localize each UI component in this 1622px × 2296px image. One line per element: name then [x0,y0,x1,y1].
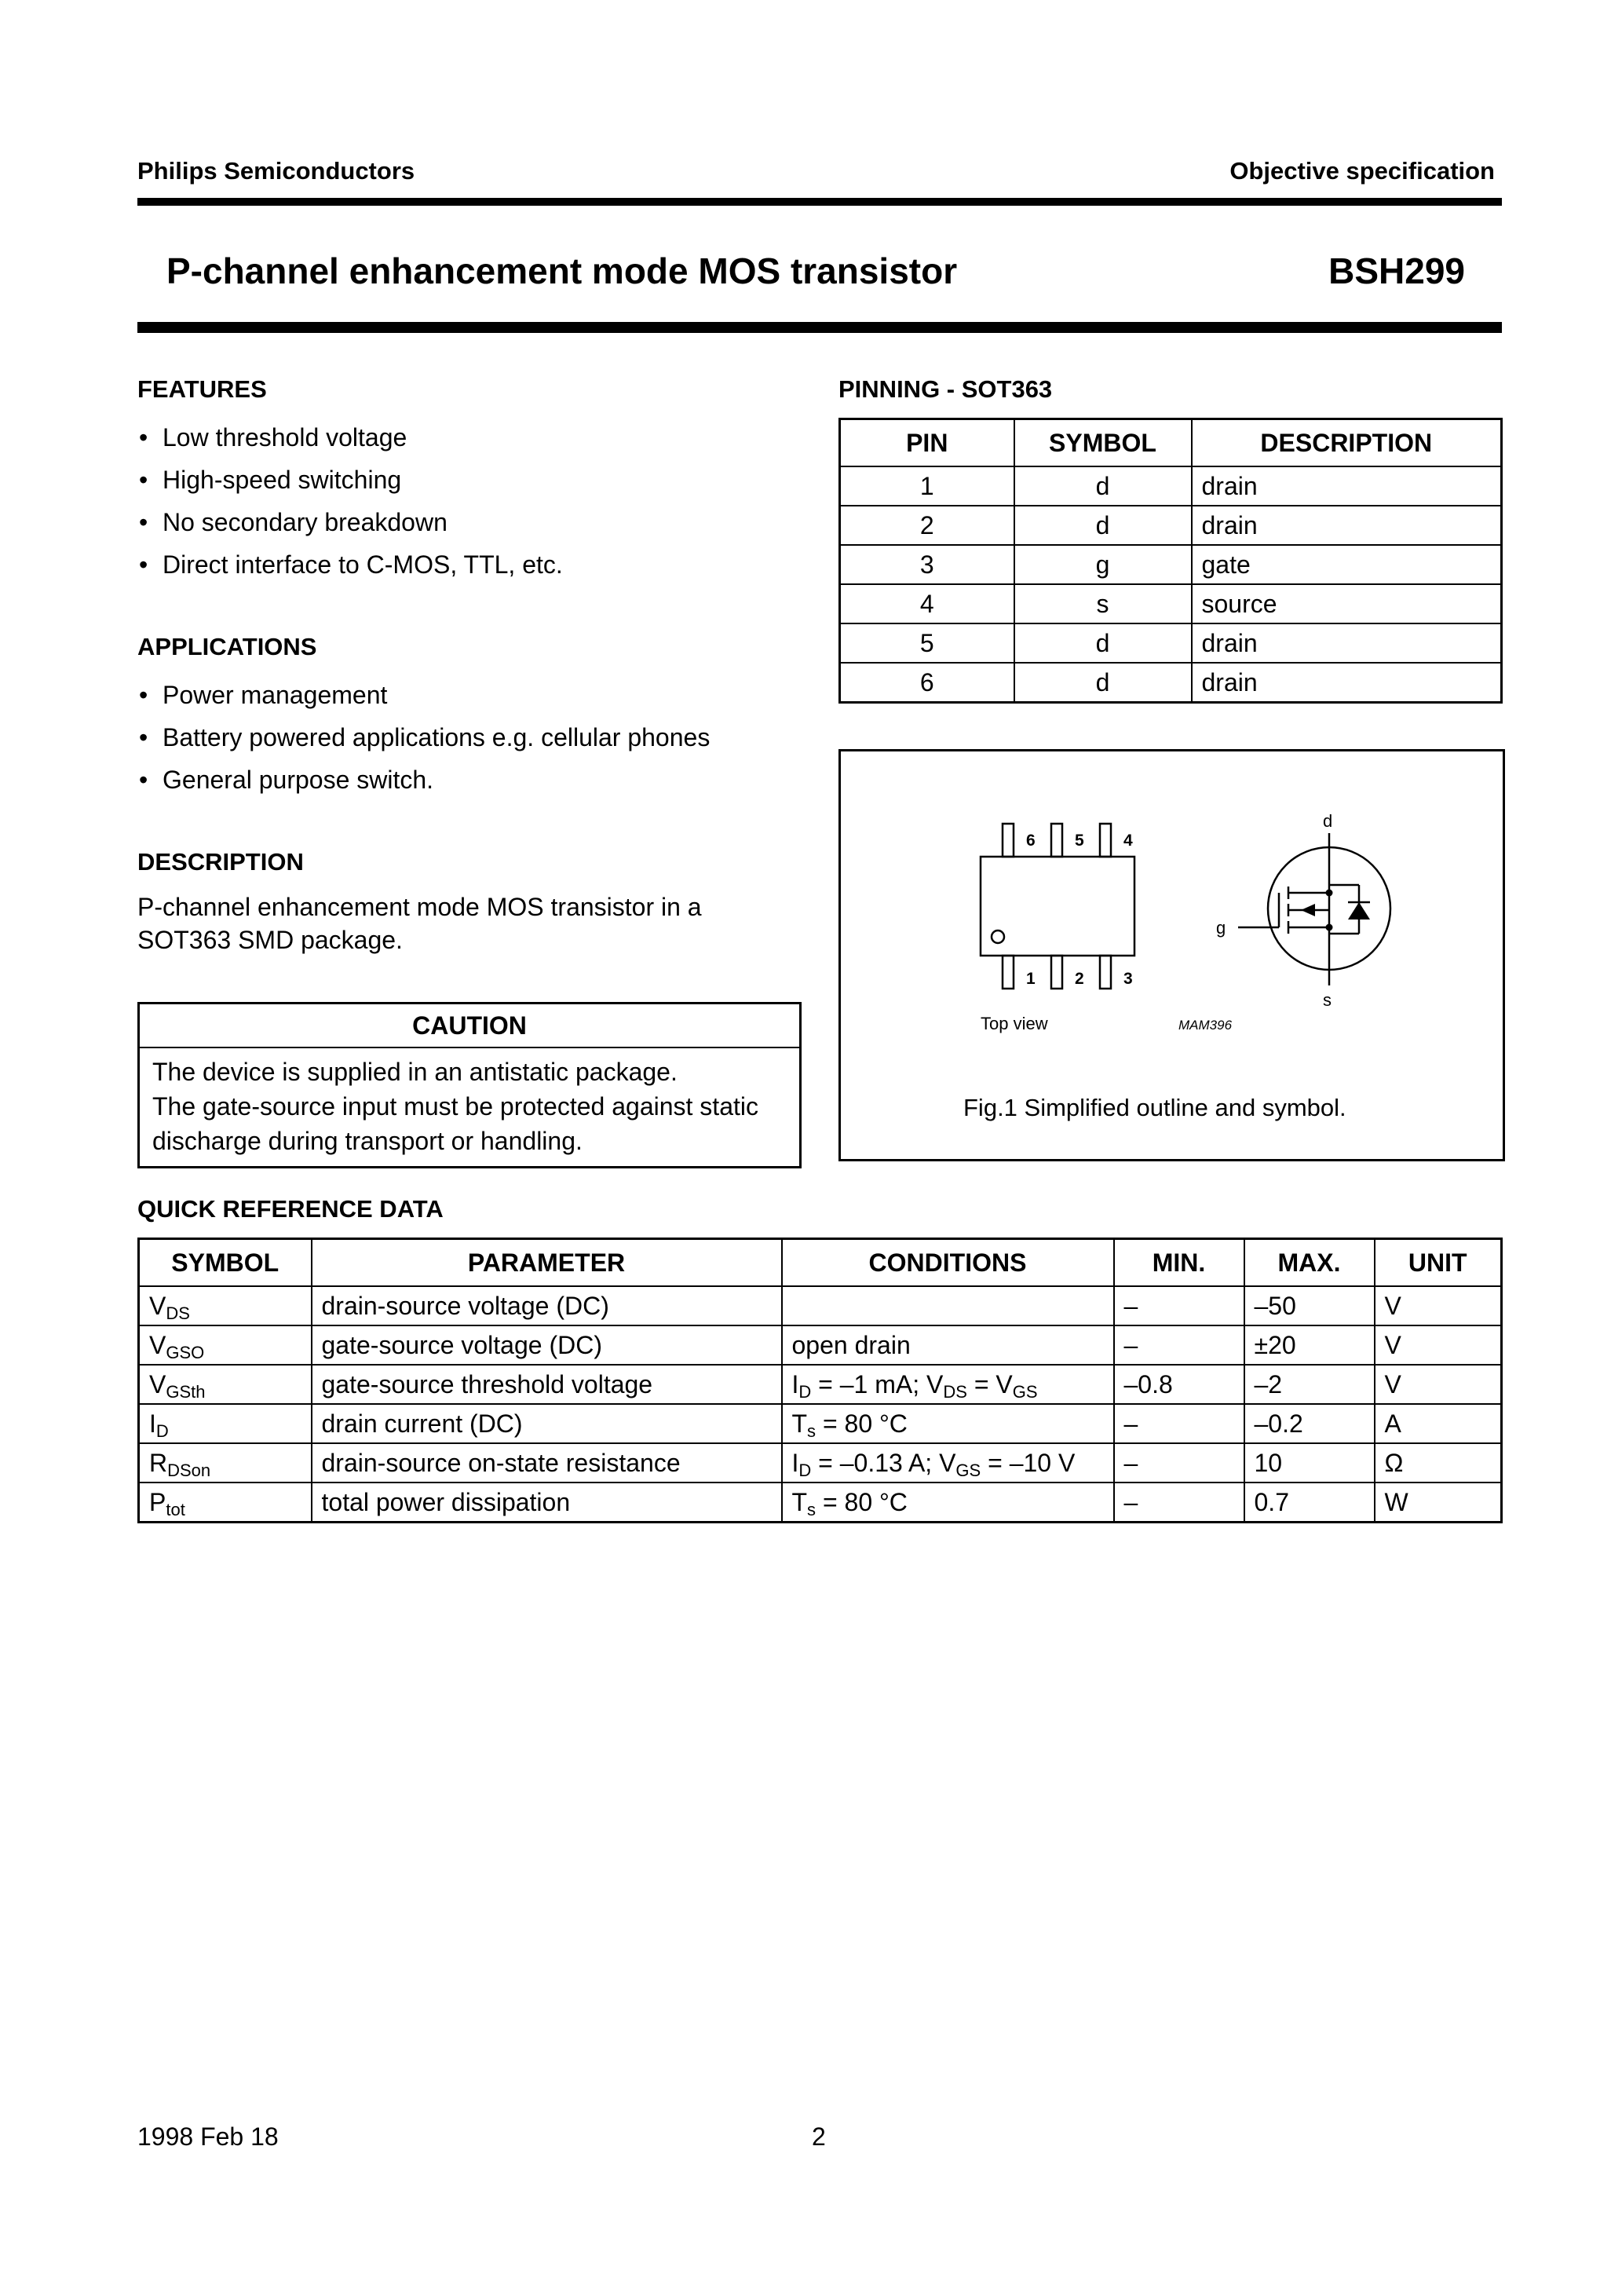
description-cell: drain [1192,506,1502,545]
min-cell: – [1114,1404,1244,1443]
max-cell: –2 [1244,1365,1375,1404]
symbol-cell: $I_D$ [139,1404,312,1443]
symbol-cell: $R_{DSon}$ [139,1443,312,1483]
description-heading: DESCRIPTION [137,848,304,876]
top-view-label: Top view [981,1014,1048,1033]
unit-cell: W [1375,1483,1502,1523]
column-header: UNIT [1375,1239,1502,1287]
parameter-cell: drain-source voltage (DC) [312,1286,782,1325]
column-header: CONDITIONS [782,1239,1114,1287]
table-row [840,584,1502,623]
description-line: SOT363 SMD package. [137,926,403,954]
spec-type: Objective specification [1229,157,1495,185]
table-header-row [139,1239,1502,1287]
document-title: P-channel enhancement mode MOS transistor [166,250,958,291]
max-cell: –50 [1244,1286,1375,1325]
pinning-heading: PINNING - SOT363 [838,375,1053,403]
symbol-cell: $P_{tot}$ [139,1483,312,1523]
unit-cell: V [1375,1286,1502,1325]
column-header: PIN [840,419,1014,467]
figure-box [838,749,1505,1161]
pin-number-label: 6 [1026,832,1036,850]
pin-cell: 6 [840,663,1014,703]
symbol-cell: d [1014,663,1192,703]
gate-terminal-label: g [1216,918,1226,938]
caution-line: The device is supplied in an antistatic package. [152,1058,678,1086]
conditions-cell: $T_s = 80$ °C [782,1483,1114,1523]
max-cell: 0.7 [1244,1483,1375,1523]
parameter-cell: total power dissipation [312,1483,782,1523]
page-number: 2 [812,2122,826,2151]
list-item: • General purpose switch. [137,759,797,801]
list-item: • High-speed switching [137,459,797,501]
quick-reference-heading: QUICK REFERENCE DATA [137,1195,444,1223]
package-outline [981,824,1134,989]
conditions-cell: open drain [782,1325,1114,1365]
features-list [137,416,797,586]
table-row [139,1325,1502,1365]
figure-code: MAM396 [1178,1018,1233,1033]
caution-box [137,1002,802,1168]
column-header: SYMBOL [139,1239,312,1287]
unit-cell: Ω [1375,1443,1502,1483]
footer-date: 1998 Feb 18 [137,2122,279,2151]
caution-line: The gate-source input must be protected against static [152,1092,758,1121]
list-item: • No secondary breakdown [137,501,797,543]
pin-cell: 3 [840,545,1014,584]
pin-cell: 2 [840,506,1014,545]
conditions-cell [782,1286,1114,1325]
description-line: P-channel enhancement mode MOS transistor in a [137,893,702,921]
unit-cell: V [1375,1365,1502,1404]
source-terminal-label: s [1323,990,1332,1010]
outline-and-symbol-figure [841,751,1503,1159]
min-cell: – [1114,1443,1244,1483]
list-item: • Direct interface to C-MOS, TTL, etc. [137,543,797,586]
pin-number-label: 5 [1075,832,1084,850]
description-cell: drain [1192,663,1502,703]
parameter-cell: drain current (DC) [312,1404,782,1443]
pinning-table [838,418,1503,704]
applications-heading: APPLICATIONS [137,633,317,660]
symbol-cell: d [1014,506,1192,545]
min-cell: – [1114,1325,1244,1365]
symbol-cell: d [1014,623,1192,663]
conditions-cell: $I_D = -0.13$ A; $V_{GS} = -10$ V [782,1443,1114,1483]
description-text [137,890,702,956]
header-rule [137,198,1502,206]
table-row [139,1286,1502,1325]
unit-cell: V [1375,1325,1502,1365]
pin-number-label: 3 [1123,970,1133,988]
caution-text [140,1048,799,1166]
table-row [840,545,1502,584]
table-row [840,623,1502,663]
drain-terminal-label: d [1323,811,1333,831]
table-row [840,506,1502,545]
caution-line: discharge during transport or handling. [152,1127,583,1155]
pin-number-label: 4 [1123,832,1133,850]
column-header: SYMBOL [1014,419,1192,467]
pin-numbers [1026,832,1133,988]
table-row [840,466,1502,506]
column-header: DESCRIPTION [1192,419,1502,467]
symbol-cell: $V_{GSth}$ [139,1365,312,1404]
max-cell: –0.2 [1244,1404,1375,1443]
applications-list [137,674,797,801]
list-item: • Low threshold voltage [137,416,797,459]
symbol-cell: g [1014,545,1192,584]
description-cell: source [1192,584,1502,623]
symbol-cell: $V_{GSO}$ [139,1325,312,1365]
conditions-cell: $T_s = 80$ °C [782,1404,1114,1443]
list-item: • Power management [137,674,797,716]
table-row [840,663,1502,703]
table-row [139,1443,1502,1483]
max-cell: 10 [1244,1443,1375,1483]
pin-number-label: 2 [1075,970,1084,988]
table-row [139,1365,1502,1404]
min-cell: – [1114,1483,1244,1523]
parameter-cell: drain-source on-state resistance [312,1443,782,1483]
description-cell: drain [1192,466,1502,506]
title-rule [137,322,1502,333]
table-header-row [840,419,1502,467]
symbol-cell: $V_{DS}$ [139,1286,312,1325]
parameter-cell: gate-source voltage (DC) [312,1325,782,1365]
quick-reference-table [137,1238,1503,1523]
pin-cell: 1 [840,466,1014,506]
symbol-cell: d [1014,466,1192,506]
features-heading: FEATURES [137,375,267,403]
pin-cell: 4 [840,584,1014,623]
caution-heading: CAUTION [140,1004,799,1048]
figure-caption: Fig.1 Simplified outline and symbol. [963,1094,1346,1121]
company-name: Philips Semiconductors [137,157,415,185]
table-row [139,1483,1502,1523]
table-row [139,1404,1502,1443]
description-cell: gate [1192,545,1502,584]
conditions-cell: $I_D = -1$ mA; $V_{DS} = V_{GS}$ [782,1365,1114,1404]
min-cell: –0.8 [1114,1365,1244,1404]
unit-cell: A [1375,1404,1502,1443]
column-header: MAX. [1244,1239,1375,1287]
pin-number-label: 1 [1026,970,1036,988]
parameter-cell: gate-source threshold voltage [312,1365,782,1404]
pin-cell: 5 [840,623,1014,663]
list-item: • Battery powered applications e.g. cellular phones [137,716,797,759]
part-number: BSH299 [1328,250,1465,291]
max-cell: ±20 [1244,1325,1375,1365]
symbol-cell: s [1014,584,1192,623]
description-cell: drain [1192,623,1502,663]
column-header: MIN. [1114,1239,1244,1287]
min-cell: – [1114,1286,1244,1325]
column-header: PARAMETER [312,1239,782,1287]
